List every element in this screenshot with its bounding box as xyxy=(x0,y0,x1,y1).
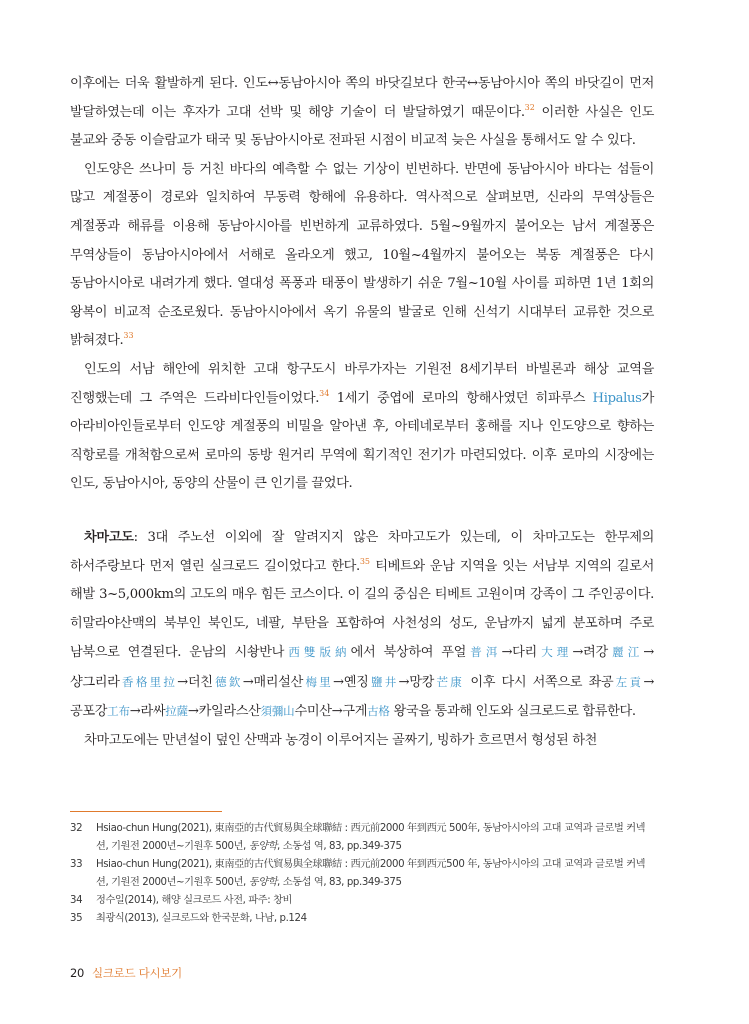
page-number: 20 xyxy=(70,966,85,980)
footnote-citation: 최광식(2013), 실크로드와 한국문화, 나남, p.124 xyxy=(96,913,307,924)
footnote-citation: 정수일(2014), 해양 실크로드 사전, 파주: 창비 xyxy=(96,895,292,906)
route-place-name: →라싸 xyxy=(129,704,166,720)
footnote-citation-tail: , 소동섭 역, 83, pp.349-375 xyxy=(277,877,402,888)
footnote-34 xyxy=(70,892,654,910)
route-place-name: →옌징 xyxy=(333,674,369,690)
route-hanja: 梅里 xyxy=(302,674,334,689)
route-place-name: 이후 다시 서쪽으로 좌공 xyxy=(464,674,614,690)
footnote-ref-34[interactable]: 34 xyxy=(319,388,330,398)
paragraph-2 xyxy=(70,156,654,356)
paragraph-text: 1세기 중엽에 로마의 항해사였던 히파루스 xyxy=(329,390,593,406)
route-hanja: 香格里拉 xyxy=(119,674,178,689)
paragraph-5 xyxy=(70,727,654,756)
route-place-name: →매리설산 xyxy=(242,674,303,690)
paragraph-text: : 3대 주노선 이외에 잘 알려지지 않은 차마고도가 있는데, 이 차마고도는 한무제의 하서주랑보다 먼저 열린 실크로드 길이었다고 한다. xyxy=(70,529,654,574)
route-place-name: 에서 북상하여 푸얼 xyxy=(350,645,466,661)
paragraph-text: 인도양은 쓰나미 등 거친 바다의 예측할 수 없는 기상이 빈번하다. 반면에 동남아시아 바다는 섬들이 많고 계절풍이 경로와 일치하여 무동력 항해에 유용하다. 역사적으로 살펴보면, 신라의 무역상들은 계절풍과 해류를 이용해 동남아시아를 빈번하게 교류하였다. 5월~9월까지 불어오는 남서 계절풍은 무역상들이 동남아시아에서 서해로 올라오게 했고, 10월~4월까지 불어오는 북동 계절풍은 다시 동남아시아로 내려가게 했다. 열대성 폭풍과 태풍이 발생하기 쉬운 7월~10월 사이를 피하면 1년 1회의 왕복이 비교적 순조로웠다. 동남아시아에서 옥기 유물의 발굴로 인해 신석기 시대부터 교류한 것으로 밝혀졌다. xyxy=(70,161,654,349)
footnote-journal: 동양학 xyxy=(248,877,278,888)
paragraph-text: 인도의 서남 해안에 위치한 고대 항구도시 바루가자는 기원전 8세기부터 바빌론과 해상 교역을 진행했는데 그 주역은 드라비다인들이었다. xyxy=(70,361,654,406)
paragraph-text: 이러한 사실은 인도 불교와 중동 이슬람교가 태국 및 동남아시아로 전파된 시점이 비교적 늦은 사실을 통해서도 알 수 있다. xyxy=(70,104,655,149)
footnote-ref-35[interactable]: 35 xyxy=(359,556,371,566)
footnote-journal: 동양학 xyxy=(248,841,278,852)
footnotes xyxy=(70,820,654,928)
footnote-citation-tail: , 소동섭 역, 83, pp.349-375 xyxy=(277,841,402,852)
footnote-number: 35 xyxy=(70,913,83,924)
footnote-citation: Hsiao-chun Hung(2021), 東南亞的古代貿易與全球聯結 : 西元前2000 年到西元 500年, 동남아시아의 고대 교역과 글로벌 커넥션, 기원전 2000년~기원후 500년, xyxy=(96,823,646,852)
footnote-ref-32[interactable]: 32 xyxy=(524,102,535,112)
paragraph-text: 가 아라비아인들로부터 인도양 계절풍의 비밀을 알아낸 후, 아테네로부터 홍해를 지나 인도양으로 향하는 직항로를 개척함으로써 로마의 동방 원거리 무역에 획기적인 전기가 마련되었다. 이후 로마의 시장에는 인도, 동남아시아, 동양의 산물이 큰 인기를 끌었다. xyxy=(70,390,654,492)
route-place-name: →망캉 xyxy=(398,674,435,690)
paragraph-3 xyxy=(70,356,654,499)
paragraph-text: 이후에는 더욱 활발하게 된다. 인도↔동남아시아 쪽의 바닷길보다 한국↔동남아시아 쪽의 바닷길이 먼저 발달하였는데 이는 후자가 고대 선박 및 해양 기술이 더 발달하였기 때문이다. xyxy=(70,76,654,120)
body-text xyxy=(70,70,654,756)
route-hanja: 普洱 xyxy=(466,645,502,660)
route-hanja: 芒康 xyxy=(434,674,465,689)
running-title: 실크로드 다시보기 xyxy=(92,966,182,980)
page-footer xyxy=(70,965,182,981)
footnote-divider xyxy=(70,811,222,812)
footnote-35 xyxy=(70,910,654,928)
route-hanja: 鹽井 xyxy=(368,674,399,689)
footnote-text xyxy=(96,856,654,892)
route-hanja: 拉薩 xyxy=(165,704,188,719)
section-term: 차마고도 xyxy=(84,529,134,545)
paragraph-1 xyxy=(70,70,654,156)
route-hanja: 工布 xyxy=(107,704,130,719)
route-place-name: →려강 xyxy=(572,645,608,661)
footnote-ref-33[interactable]: 33 xyxy=(123,331,134,341)
footnote-text xyxy=(96,820,654,856)
footnote-text xyxy=(96,892,654,910)
paragraph-text: 티베트와 운남 지역을 잇는 서남부 지역의 길로서 해발 3~5,000km의 고도의 매우 힘든 코스이다. 이 길의 중심은 티베트 고원이며 강족이 그 주인공이다. 히말라야산맥의 북부인 북인도, 네팔, 부탄을 포함하여 사천성의 성도, 운남까지 넓게 분포하며 주로 남북으로 연결된다. 운남의 시솽반나 xyxy=(70,558,654,661)
route-place-name: →카일라스산 xyxy=(187,704,261,720)
route-hanja: 古格 xyxy=(367,704,390,719)
route-place-name: →다리 xyxy=(501,645,537,661)
paragraph-4 xyxy=(70,524,654,727)
route-hanja: 德欽 xyxy=(212,674,243,689)
route-place-name: 수미산→구게 xyxy=(294,704,368,720)
paragraph-text: 차마고도에는 만년설이 덮인 산맥과 농경이 이루어지는 골짜기, 빙하가 흐르면서 형성된 하천 xyxy=(84,733,598,749)
route-hanja: 麗江 xyxy=(607,645,644,660)
footnote-33 xyxy=(70,856,654,892)
route-hanja: 左貢 xyxy=(613,674,644,689)
route-place-name: →공포강 xyxy=(70,674,655,720)
route-hanja: 須彌山 xyxy=(260,704,295,719)
footnote-citation: Hsiao-chun Hung(2021), 東南亞的古代貿易與全球聯結 : 西元前2000 年到西元500 年, 동남아시아의 고대 교역과 글로벌 커넥션, 기원전 2000년~기원후 500년, xyxy=(96,859,646,888)
route-hanja: 大理 xyxy=(536,645,573,660)
footnote-number: 32 xyxy=(70,823,83,834)
route-place-name: →더친 xyxy=(177,674,213,690)
footnote-number: 34 xyxy=(70,895,83,906)
footnote-text xyxy=(96,910,654,928)
footnote-32 xyxy=(70,820,654,856)
paragraph-text: 왕국을 통과해 인도와 실크로드로 합류한다. xyxy=(389,704,636,720)
latin-name: Hipalus xyxy=(592,390,642,406)
route-place-name: →샹그리라 xyxy=(70,645,654,690)
route-hanja: 西雙版納 xyxy=(284,645,351,660)
footnote-number: 33 xyxy=(70,859,83,870)
